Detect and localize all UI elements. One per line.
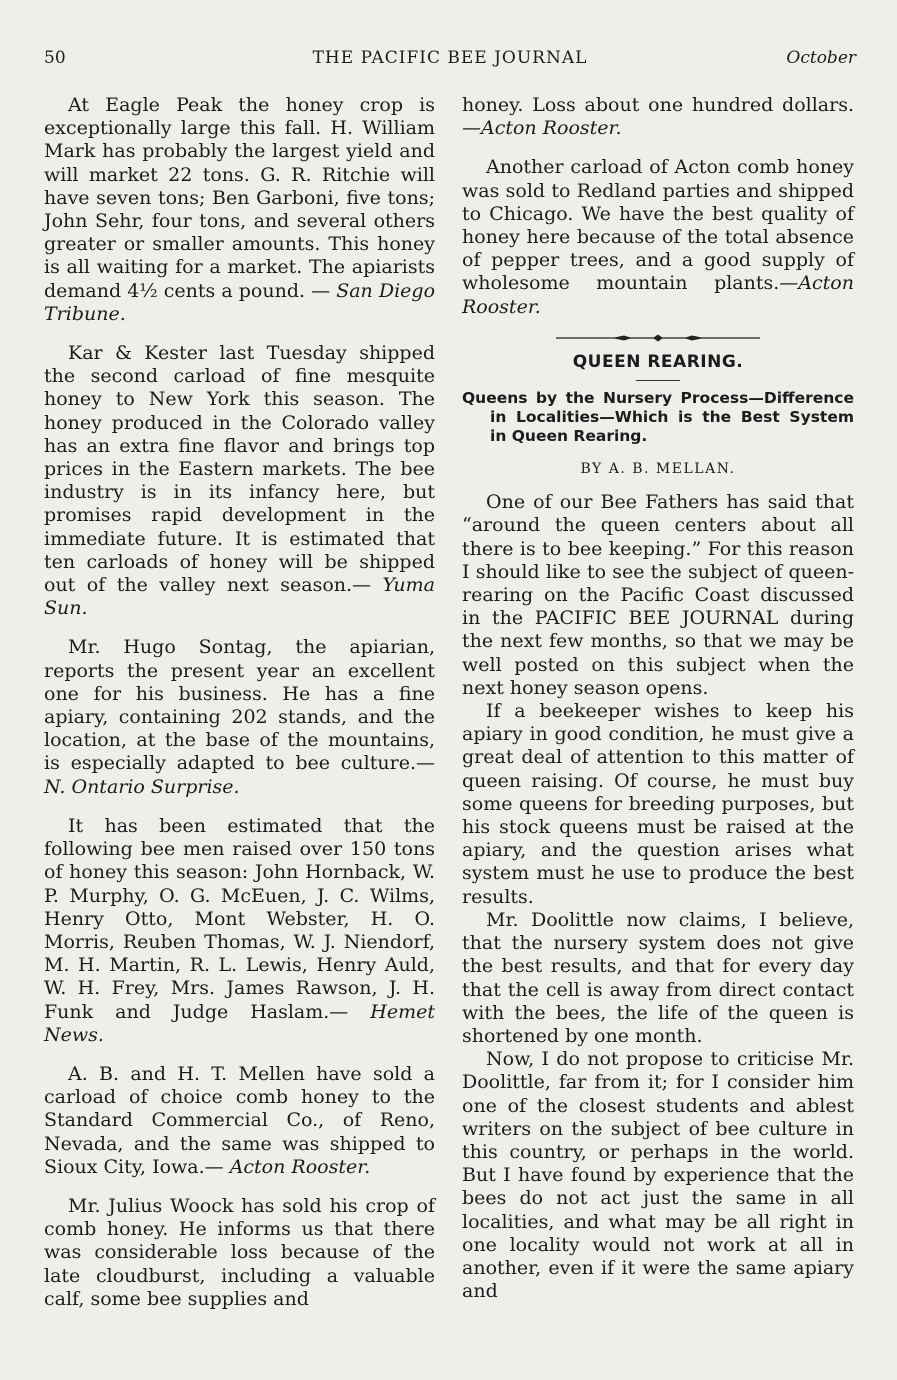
item-text: honey. Loss about one hundred dollars.— (462, 94, 854, 140)
item-text: A. B. and H. T. Mellen have sold a carload of choice comb honey to the Standard Commercial Co., of Reno, Nevada, and the same was shipped to Sioux City, Iowa.— (44, 1062, 435, 1178)
news-item (44, 342, 435, 620)
news-item (44, 94, 435, 326)
item-text: Kar & Kester last Tuesday shipped the second carload of fine mesquite honey to New York this season. The honey produced in the Colorado valley has an extra fine flavor and brings top prices in the Eastern markets. The bee industry is in its infancy here, but promises rapid development in the immediate future. It is estimated that ten carloads of honey will be shipped out of the valley next season.— (44, 342, 435, 597)
left-column (44, 94, 435, 1311)
page-header (44, 48, 856, 72)
item-source: Yuma Sun. (44, 574, 435, 620)
page-number: 50 (44, 48, 66, 68)
article-paragraph: Mr. Doolittle now claims, I believe, that the nursery system does not give the best results, and that for every day that the cell is away from direct contact with the bees, the life of the queen is shortened by one month. (462, 908, 854, 1047)
article-paragraph: If a beekeeper wishes to keep his apiary in good condition, he must give a great deal of attention to this matter of queen raising. Of course, he must buy some queens for breeding purposes, but his stock queens must be raised at the apiary, and the question arises what system must he use to produce the best results. (462, 700, 854, 908)
news-item (44, 636, 435, 798)
item-source: Hemet News. (44, 1000, 435, 1046)
item-source: San Diego Tribune. (44, 279, 436, 325)
right-column (462, 94, 854, 1303)
continued-item (462, 94, 854, 140)
ornamental-divider (548, 333, 768, 343)
article-subtitle: Queens by the Nursery Process—Difference in Localities—Which is the Best System in Queen Rearing. (462, 389, 854, 446)
item-text: Mr. Hugo Sontag, the apiarian, reports the present year an excellent one for his business. He has a fine apiary, containing 202 stands, and the location, at the base of the mountains, is especially adapted to bee culture.— (44, 636, 435, 775)
item-source: Acton Rooster. (229, 1155, 371, 1178)
news-item (44, 815, 435, 1047)
running-title: THE PACIFIC BEE JOURNAL (312, 48, 588, 68)
article-title: QUEEN REARING. (572, 351, 744, 372)
title-rule (636, 380, 680, 381)
issue-month: October (786, 48, 856, 68)
news-item (44, 1195, 435, 1311)
news-item (44, 1063, 435, 1179)
item-source: Acton Rooster. (462, 272, 854, 318)
item-text: Mr. Julius Woock has sold his crop of comb honey. He informs us that there was considerable loss because of the late cloudburst, including a valuable calf, some bee supplies and (44, 1194, 435, 1310)
item-text: At Eagle Peak the honey crop is exceptionally large this fall. H. William Mark has probably the largest yield and will market 22 tons. G. R. Ritchie will have seven tons; Ben Garboni, five tons; John Sehr, four tons, and several others greater or smaller amounts. This honey is all waiting for a market. The apiarists demand 4½ cents a pound. — (44, 94, 435, 302)
item-text: Another carload of Acton comb honey was sold to Redland parties and shipped to Chicago. We have the best quality of honey here because of the total absence of pepper trees, and a good supply of wholesome mountain plants.— (462, 156, 854, 295)
article-paragraph: One of our Bee Fathers has said that “around the queen centers about all there is to bee keeping.” For this reason I should like to see the subject of queen-rearing on the Pacific Coast discussed in the PACIFIC BEE JOURNAL during the next few months, so that we may be well posted on this subject when the next honey season opens. (462, 491, 854, 699)
news-item (462, 156, 854, 318)
article-byline: BY A. B. MELLAN. (580, 461, 736, 478)
article-paragraph: Now, I do not propose to criticise Mr. Doolittle, far from it; for I consider him one of the closest students and ablest writers on the subject of bee culture in this country, or perhaps in the world. But I have found by experience that the bees do not act just the same in all localities, and what may be all right in one locality would not work at all in another, even if it were the same apiary and (462, 1048, 854, 1303)
item-source: Acton Rooster. (481, 117, 622, 140)
item-text: It has been estimated that the following bee men raised over 150 tons of honey this season: John Hornback, W. P. Murphy, O. G. McEuen, J. C. Wilms, Henry Otto, Mont Webster, H. O. Morris, Reuben Thomas, W. J. Niendorf, M. H. Martin, R. L. Lewis, Henry Auld, W. H. Frey, Mrs. James Rawson, J. H. Funk and Judge Haslam.— (44, 814, 435, 1023)
item-source: N. Ontario Surprise. (44, 775, 240, 798)
